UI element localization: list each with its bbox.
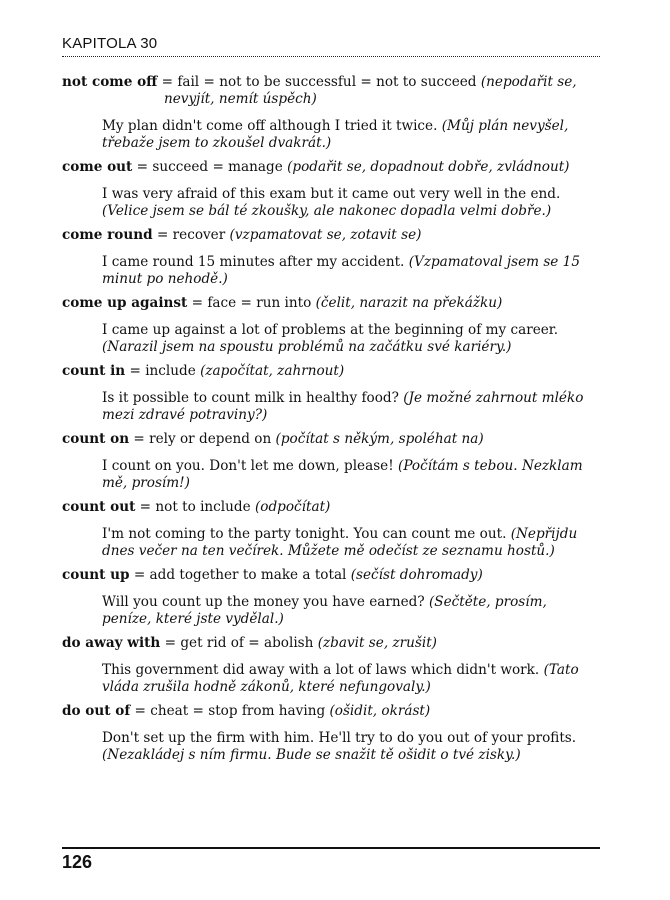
example-translation: (Je možné zahrnout mléko mezi zdravé potraviny?) xyxy=(102,390,584,423)
entry-do-away-with xyxy=(62,635,600,696)
running-header xyxy=(62,30,600,57)
dictionary-entries xyxy=(62,74,600,771)
entry-definition xyxy=(62,74,600,108)
entry-definition xyxy=(62,363,600,380)
entry-meaning: = include xyxy=(125,363,201,379)
entry-example xyxy=(102,526,588,560)
entry-count-in xyxy=(62,363,600,424)
entry-translation: (počítat s někým, spoléhat na) xyxy=(275,431,484,447)
example-translation: (Můj plán nevyšel, třebaže jsem to zkoušel dvakrát.) xyxy=(102,118,569,151)
entry-meaning: = get rid of = abolish xyxy=(160,635,318,651)
example-sentence: I came up against a lot of problems at the beginning of my career. xyxy=(102,322,559,338)
entry-translation: (ošidit, okrást) xyxy=(329,703,431,719)
example-sentence: Will you count up the money you have earned? xyxy=(102,594,429,610)
footer-rule xyxy=(62,847,600,849)
entry-example xyxy=(102,730,588,764)
entry-meaning: = rely or depend on xyxy=(129,431,276,447)
entry-definition xyxy=(62,227,600,244)
example-sentence: Don't set up the firm with him. He'll try to do you out of your profits. xyxy=(102,730,577,746)
entry-example xyxy=(102,594,588,628)
entry-term: count out xyxy=(62,499,136,515)
entry-count-on xyxy=(62,431,600,492)
entry-meaning: = fail = not to be successful = not to succeed xyxy=(157,74,481,90)
entry-definition xyxy=(62,499,600,516)
entry-example xyxy=(102,254,588,288)
entry-come-up-against xyxy=(62,295,600,356)
entry-definition xyxy=(62,295,600,312)
entry-meaning: = add together to make a total xyxy=(129,567,351,583)
entry-meaning: = succeed = manage xyxy=(132,159,288,175)
example-sentence: This government did away with a lot of laws which didn't work. xyxy=(102,662,544,678)
entry-meaning: = face = run into xyxy=(187,295,316,311)
example-translation: (Narazil jsem na spoustu problémů na začátku své kariéry.) xyxy=(102,339,512,355)
example-translation: (Vzpamatoval jsem se 15 minut po nehodě.) xyxy=(102,254,580,287)
entry-term: not come off xyxy=(62,74,158,90)
entry-translation: (nepodařit se, nevyjít, nemít úspěch) xyxy=(164,74,577,107)
example-translation: (Počítám s tebou. Nezklam mě, prosím!) xyxy=(102,458,583,491)
entry-count-up xyxy=(62,567,600,628)
entry-translation: (započítat, zahrnout) xyxy=(200,363,345,379)
example-sentence: I'm not coming to the party tonight. You can count me out. xyxy=(102,526,511,542)
entry-meaning: = recover xyxy=(152,227,230,243)
entry-term: do away with xyxy=(62,635,161,651)
example-sentence: Is it possible to count milk in healthy food? xyxy=(102,390,404,406)
entry-example xyxy=(102,662,588,696)
entry-meaning: = cheat = stop from having xyxy=(130,703,330,719)
entry-term: count on xyxy=(62,431,130,447)
example-sentence: I came round 15 minutes after my accident. xyxy=(102,254,409,270)
entry-term: count in xyxy=(62,363,126,379)
example-translation: (Nezakládej s ním firmu. Bude se snažit tě ošidit o tvé zisky.) xyxy=(102,747,521,763)
entry-term: count up xyxy=(62,567,130,583)
entry-translation: (sečíst dohromady) xyxy=(350,567,483,583)
page-number: 126 xyxy=(62,852,93,872)
entry-come-out xyxy=(62,159,600,220)
example-translation: (Velice jsem se bál té zkoušky, ale nakonec dopadla velmi dobře.) xyxy=(102,203,552,219)
entry-term: come up against xyxy=(62,295,188,311)
entry-example xyxy=(102,186,588,220)
entry-definition xyxy=(62,159,600,176)
entry-meaning: = not to include xyxy=(135,499,255,515)
entry-count-out xyxy=(62,499,600,560)
entry-term: come out xyxy=(62,159,133,175)
entry-not-come-off xyxy=(62,74,600,152)
entry-term: do out of xyxy=(62,703,131,719)
example-translation: (Nepřijdu dnes večer na ten večírek. Můžete mě odečíst ze seznamu hostů.) xyxy=(102,526,578,559)
entry-example xyxy=(102,458,588,492)
entry-example xyxy=(102,390,588,424)
entry-translation: (odpočítat) xyxy=(254,499,331,515)
example-sentence: My plan didn't come off although I tried it twice. xyxy=(102,118,442,134)
chapter-title: KAPITOLA 30 xyxy=(62,35,158,52)
example-sentence: I count on you. Don't let me down, please! xyxy=(102,458,399,474)
entry-term: come round xyxy=(62,227,153,243)
entry-example xyxy=(102,118,588,152)
entry-example xyxy=(102,322,588,356)
example-sentence: I was very afraid of this exam but it came out very well in the end. xyxy=(102,186,561,202)
example-translation: (Tato vláda zrušila hodně zákonů, které nefungovaly.) xyxy=(102,662,579,695)
entry-definition xyxy=(62,431,600,448)
entry-definition xyxy=(62,703,600,720)
entry-come-round xyxy=(62,227,600,288)
entry-definition xyxy=(62,567,600,584)
entry-translation: (čelit, narazit na překážku) xyxy=(315,295,503,311)
entry-translation: (vzpamatovat se, zotavit se) xyxy=(229,227,422,243)
entry-translation: (zbavit se, zrušit) xyxy=(317,635,437,651)
entry-do-out-of xyxy=(62,703,600,764)
entry-translation: (podařit se, dopadnout dobře, zvládnout) xyxy=(287,159,570,175)
entry-definition xyxy=(62,635,600,652)
example-translation: (Sečtěte, prosím, peníze, které jste vydělal.) xyxy=(102,594,547,627)
